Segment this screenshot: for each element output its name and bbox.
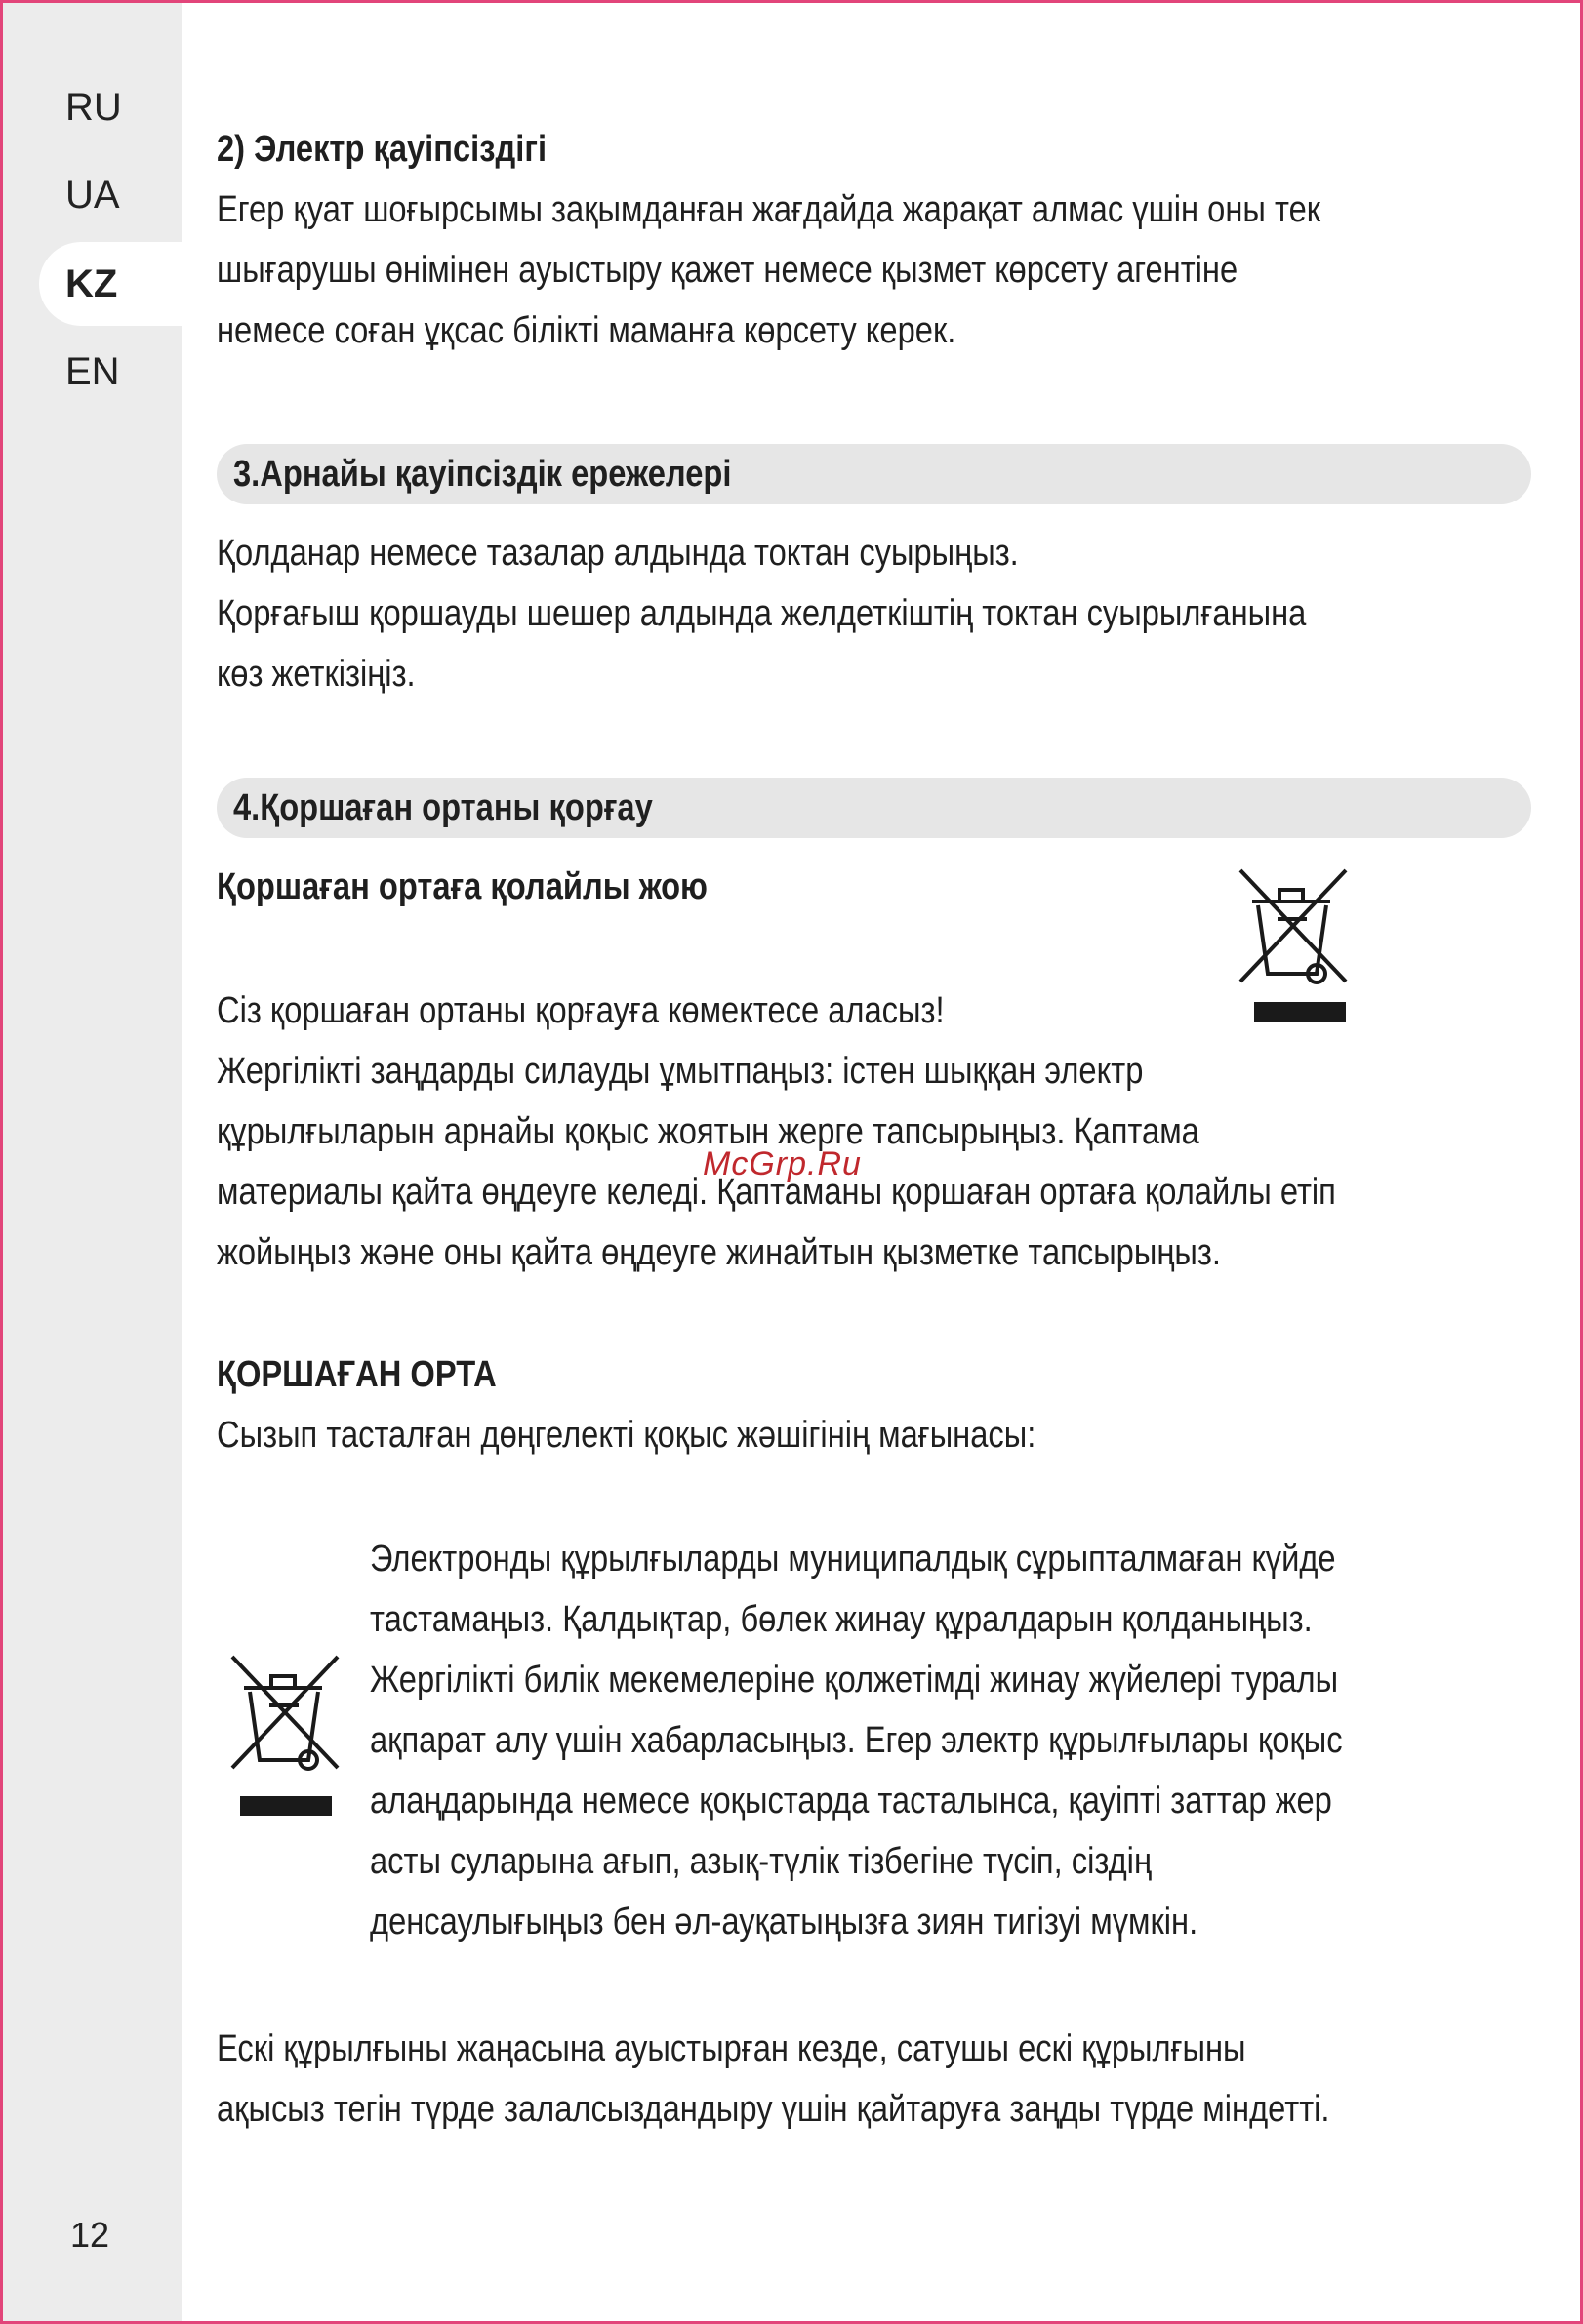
special-safety-header-bar (217, 444, 1531, 504)
crossed-out-wheelie-bin-icon (1235, 864, 1352, 1039)
lang-tab-kz[interactable]: KZ (39, 242, 182, 326)
crossed-out-wheelie-bin-icon (226, 1651, 344, 1825)
environment-header-bar (217, 778, 1531, 838)
special-safety-body: Қолданар немесе тазалар алдында токтан суырыңыз. Қорғағыш қоршауды шешер алдында желдеткіштің токтан суырылғанына көз жеткізіңіз. (217, 533, 1307, 695)
lang-tab-en[interactable]: EN (65, 350, 120, 393)
environment-caps-intro: Сызып тасталған дөңгелекті қоқыс жәшігінің мағынасы: (217, 1415, 1036, 1456)
electrical-safety-body: Егер қуат шоғырсымы зақымданған жағдайда жарақат алмас үшін оны тек шығарушы өнімінен ауыстыру қажет немесе қызмет көрсету агентіне немесе соған ұқсас білікті маманға көрсету керек. (217, 189, 1321, 351)
page-number: 12 (70, 2215, 110, 2255)
lang-tab-ua[interactable]: UA (65, 174, 120, 217)
electrical-safety-title: 2) Электр қауіпсіздігі (217, 129, 548, 170)
environment-title: 4.Қоршаған ортаны қорғау (233, 787, 653, 828)
lang-tab-ru[interactable]: RU (65, 86, 122, 129)
environment-caps-body: Электронды құрылғыларды муниципалдық сұрыпталмаған күйде тастамаңыз. Қалдықтар, бөлек жинау құралдарын қолданыңыз. Жергілікті билік мекемелеріне қолжетімді жинау жүйелері туралы ақпарат алу үшін хабарласыңыз. Егер электр құрылғылары қоқыс алаңдарында немесе қоқыстарда тасталынса, қауіпті заттар жер асты суларына ағып, азық-түлік тізбегіне түсіп, сіздің денсаулығыңыз бен әл-ауқатыңызға зиян тигізуі мүмкін. (370, 1539, 1343, 1943)
environment-caps-closing: Ескі құрылғыны жаңасына ауыстырған кезде, сатушы ескі құрылғыны ақысыз тегін түрде залалсыздандыру үшін қайтаруға заңды түрде міндетті. (217, 2028, 1330, 2130)
environment-body: Сіз қоршаған ортаны қорғауға көмектесе аласыз! Жергілікті заңдарды силауды ұмытпаңыз: істен шыққан электр құрылғыларын арнайы қоқыс жоятын жерге тапсырыңыз. Қаптама материалы қайта өңдеуге келеді. Қаптаманы қоршаған ортаға қолайлы етіп жойыңыз және оны қайта өңдеуге жинайтын қызметке тапсырыңыз. (217, 990, 1336, 1273)
special-safety-title: 3.Арнайы қауіпсіздік ережелері (233, 454, 732, 495)
environment-subtitle: Қоршаған ортаға қолайлы жою (217, 866, 708, 907)
environment-caps-title: ҚОРШАҒАН ОРТА (217, 1354, 497, 1395)
watermark: McGrp.Ru (703, 1145, 862, 1182)
